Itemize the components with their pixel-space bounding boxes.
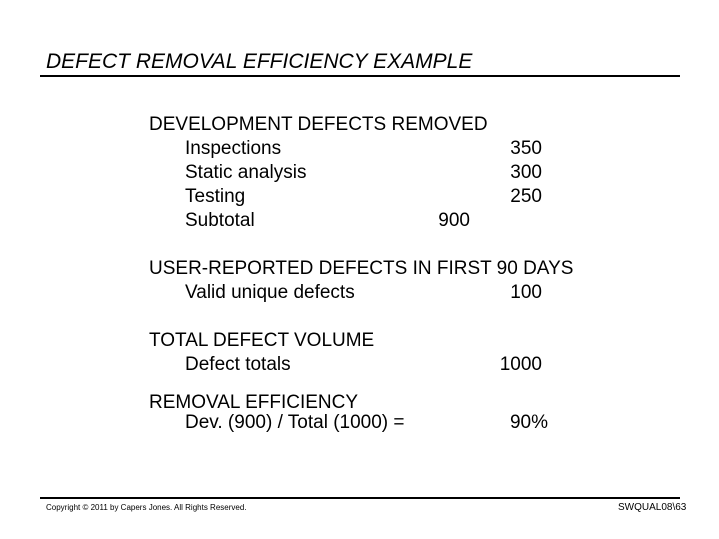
development-heading: DEVELOPMENT DEFECTS REMOVED — [149, 114, 488, 135]
static-analysis-value: 300 — [510, 162, 542, 183]
title-divider — [40, 75, 680, 77]
testing-value: 250 — [510, 186, 542, 207]
testing-label: Testing — [185, 186, 246, 207]
inspections-value: 350 — [510, 138, 542, 159]
efficiency-value: 90% — [509, 412, 548, 433]
footer-divider — [40, 497, 680, 499]
user-reported-heading: USER-REPORTED DEFECTS IN FIRST 90 DAYS — [149, 258, 574, 279]
efficiency-formula: Dev. (900) / Total (1000) = — [185, 412, 405, 433]
slide-id: SWQUAL08\63 — [618, 502, 687, 513]
subtotal-value: 900 — [438, 210, 470, 231]
removal-efficiency-heading: REMOVAL EFFICIENCY — [149, 392, 359, 413]
static-analysis-label: Static analysis — [185, 162, 307, 183]
subtotal-label: Subtotal — [185, 210, 255, 231]
inspections-label: Inspections — [185, 138, 282, 159]
valid-unique-defects-label: Valid unique defects — [185, 282, 355, 303]
defect-totals-label: Defect totals — [185, 354, 291, 375]
copyright-text: Copyright © 2011 by Capers Jones. All Rights Reserved. — [46, 503, 247, 512]
slide-title: DEFECT REMOVAL EFFICIENCY EXAMPLE — [46, 50, 473, 73]
total-volume-heading: TOTAL DEFECT VOLUME — [149, 330, 375, 351]
defect-totals-value: 1000 — [499, 354, 542, 375]
valid-unique-defects-value: 100 — [510, 282, 542, 303]
